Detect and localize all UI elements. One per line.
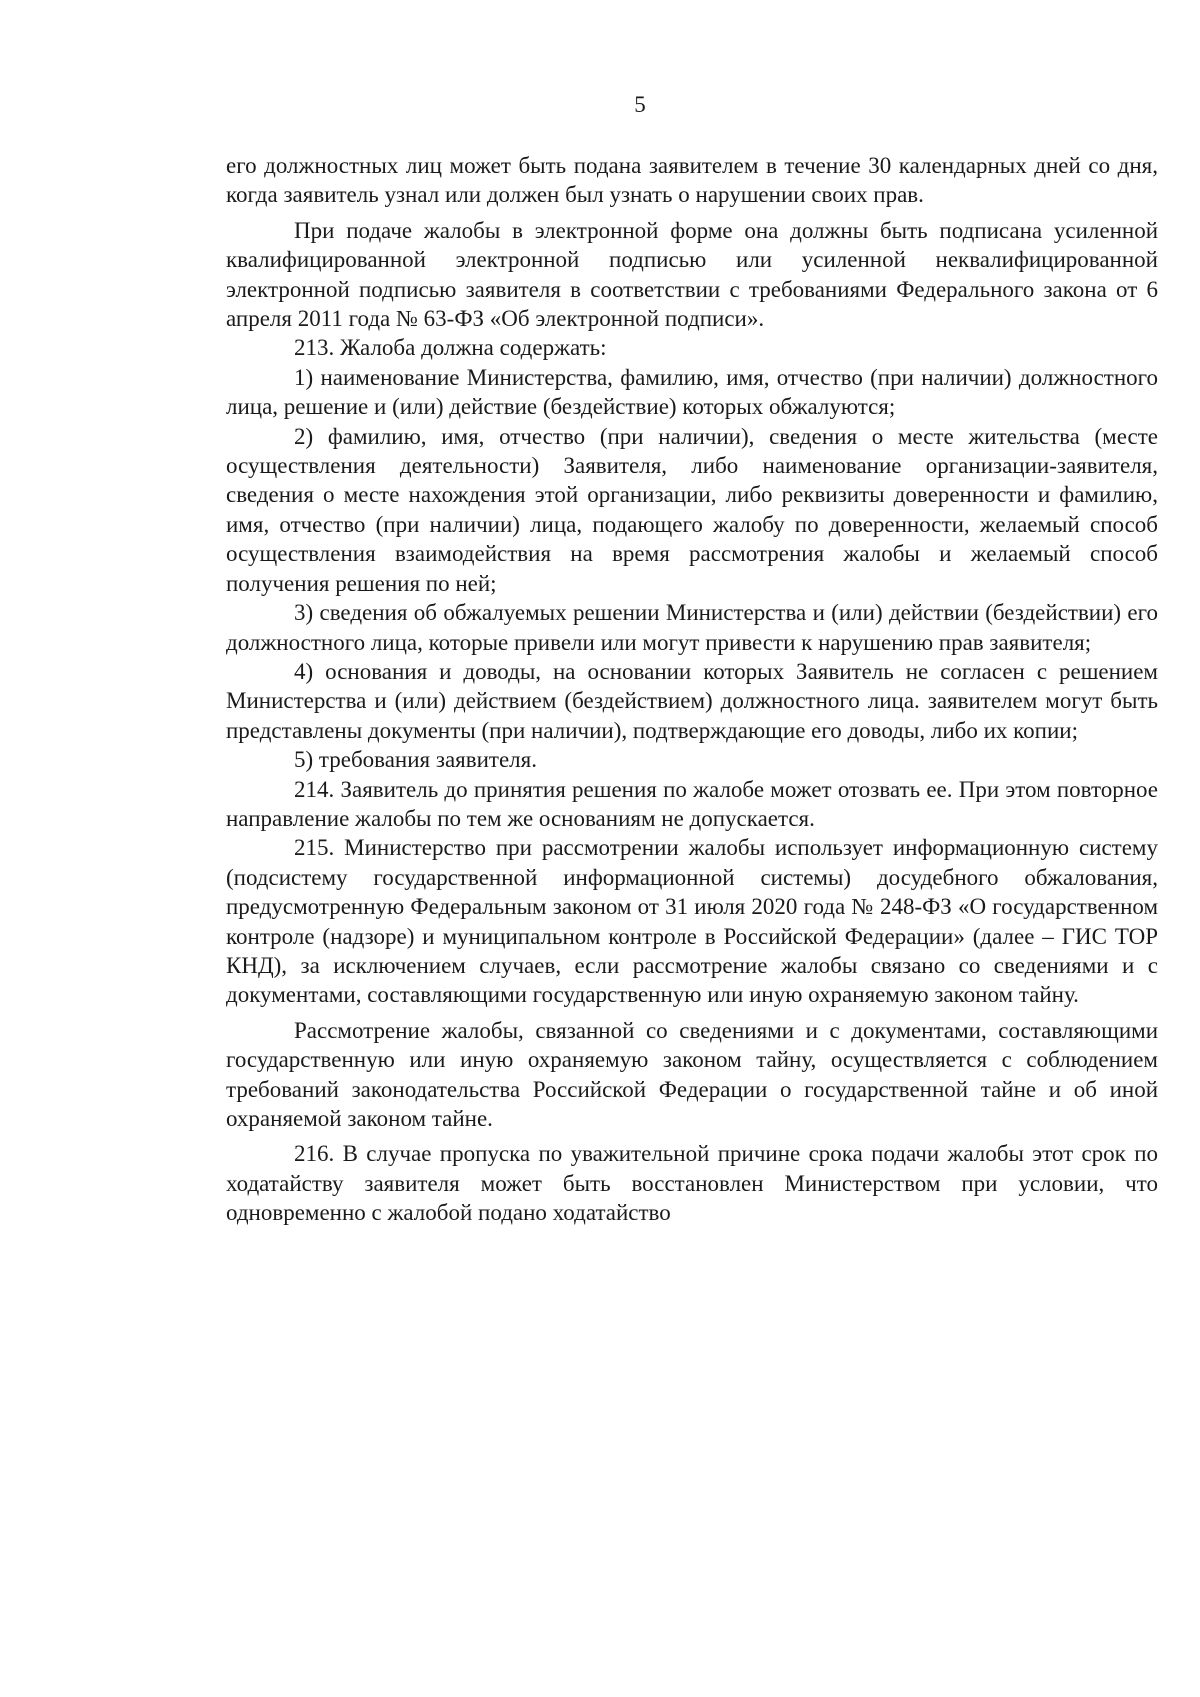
paragraph-secret-review: Рассмотрение жалобы, связанной со сведениями и с документами, составляющими государственную или иную охраняемую законом тайну, осуществляется с соблюдением требований законодательства Российской Федерации о государственной тайне и об иной охраняемой законом тайне. <box>226 1017 1158 1131</box>
document-body <box>226 151 1158 1228</box>
paragraph-continuation: его должностных лиц может быть подана заявителем в течение 30 календарных дней со дня, когда заявитель узнал или должен был узнать о нарушении своих прав. <box>226 153 1158 208</box>
list-item-1: 1) наименование Министерства, фамилию, имя, отчество (при наличии) должностного лица, решение и (или) действие (бездействие) которых обжалуются; <box>226 364 1158 420</box>
list-item-4: 4) основания и доводы, на основании которых Заявитель не согласен с решением Министерства и (или) действием (бездействием) должностного лица. заявителем могут быть представлены документы (при наличии), подтверждающие его доводы, либо их копии; <box>226 658 1158 743</box>
paragraph-216: 216. В случае пропуска по уважительной причине срока подачи жалобы этот срок по ходатайству заявителя может быть восстановлен Министерством при условии, что одновременно с жалобой подано ходатайство <box>226 1141 1158 1226</box>
list-item-5: 5) требования заявителя. <box>294 747 537 773</box>
list-item-2: 2) фамилию, имя, отчество (при наличии), сведения о месте жительства (месте осуществления деятельности) Заявителя, либо наименование организации-заявителя, сведения о месте нахождения этой организации, либо реквизиты доверенности и фамилию, имя, отчество (при наличии) лица, подающего жалобу по доверенности, желаемый способ осуществления взаимодействия на время рассмотрения жалобы и желаемый способ получения решения по ней; <box>226 423 1158 596</box>
paragraph-214: 214. Заявитель до принятия решения по жалобе может отозвать ее. При этом повторное направление жалобы по тем же основаниям не допускается. <box>226 776 1158 831</box>
paragraph-electronic-signature: При подаче жалобы в электронной форме она должны быть подписана усиленной квалифицированной электронной подписью или усиленной неквалифицированной электронной подписью заявителя в соответствии с требованиями Федерального закона от 6 апреля 2011 года № 63-ФЗ «Об электронной подписи». <box>226 217 1158 332</box>
list-item-3: 3) сведения об обжалуемых решении Министерства и (или) действии (бездействии) его должностного лица, которые привели или могут привести к нарушению прав заявителя; <box>226 600 1158 655</box>
paragraph-215: 215. Министерство при рассмотрении жалобы использует информационную систему (подсистему государственной информационной системы) досудебного обжалования, предусмотренную Федеральным законом от 31 июля 2020 года № 248-ФЗ «О государственном контроле (надзоре) и муниципальном контроле в Российской Федерации» (далее – ГИС ТОР КНД), за исключением случаев, если рассмотрение жалобы связано со сведениями и с документами, составляющими государственную или иную охраняемую законом тайну. <box>226 835 1158 1008</box>
paragraph-213-heading: 213. Жалоба должна содержать: <box>294 335 607 361</box>
page-number: 5 <box>634 92 646 117</box>
